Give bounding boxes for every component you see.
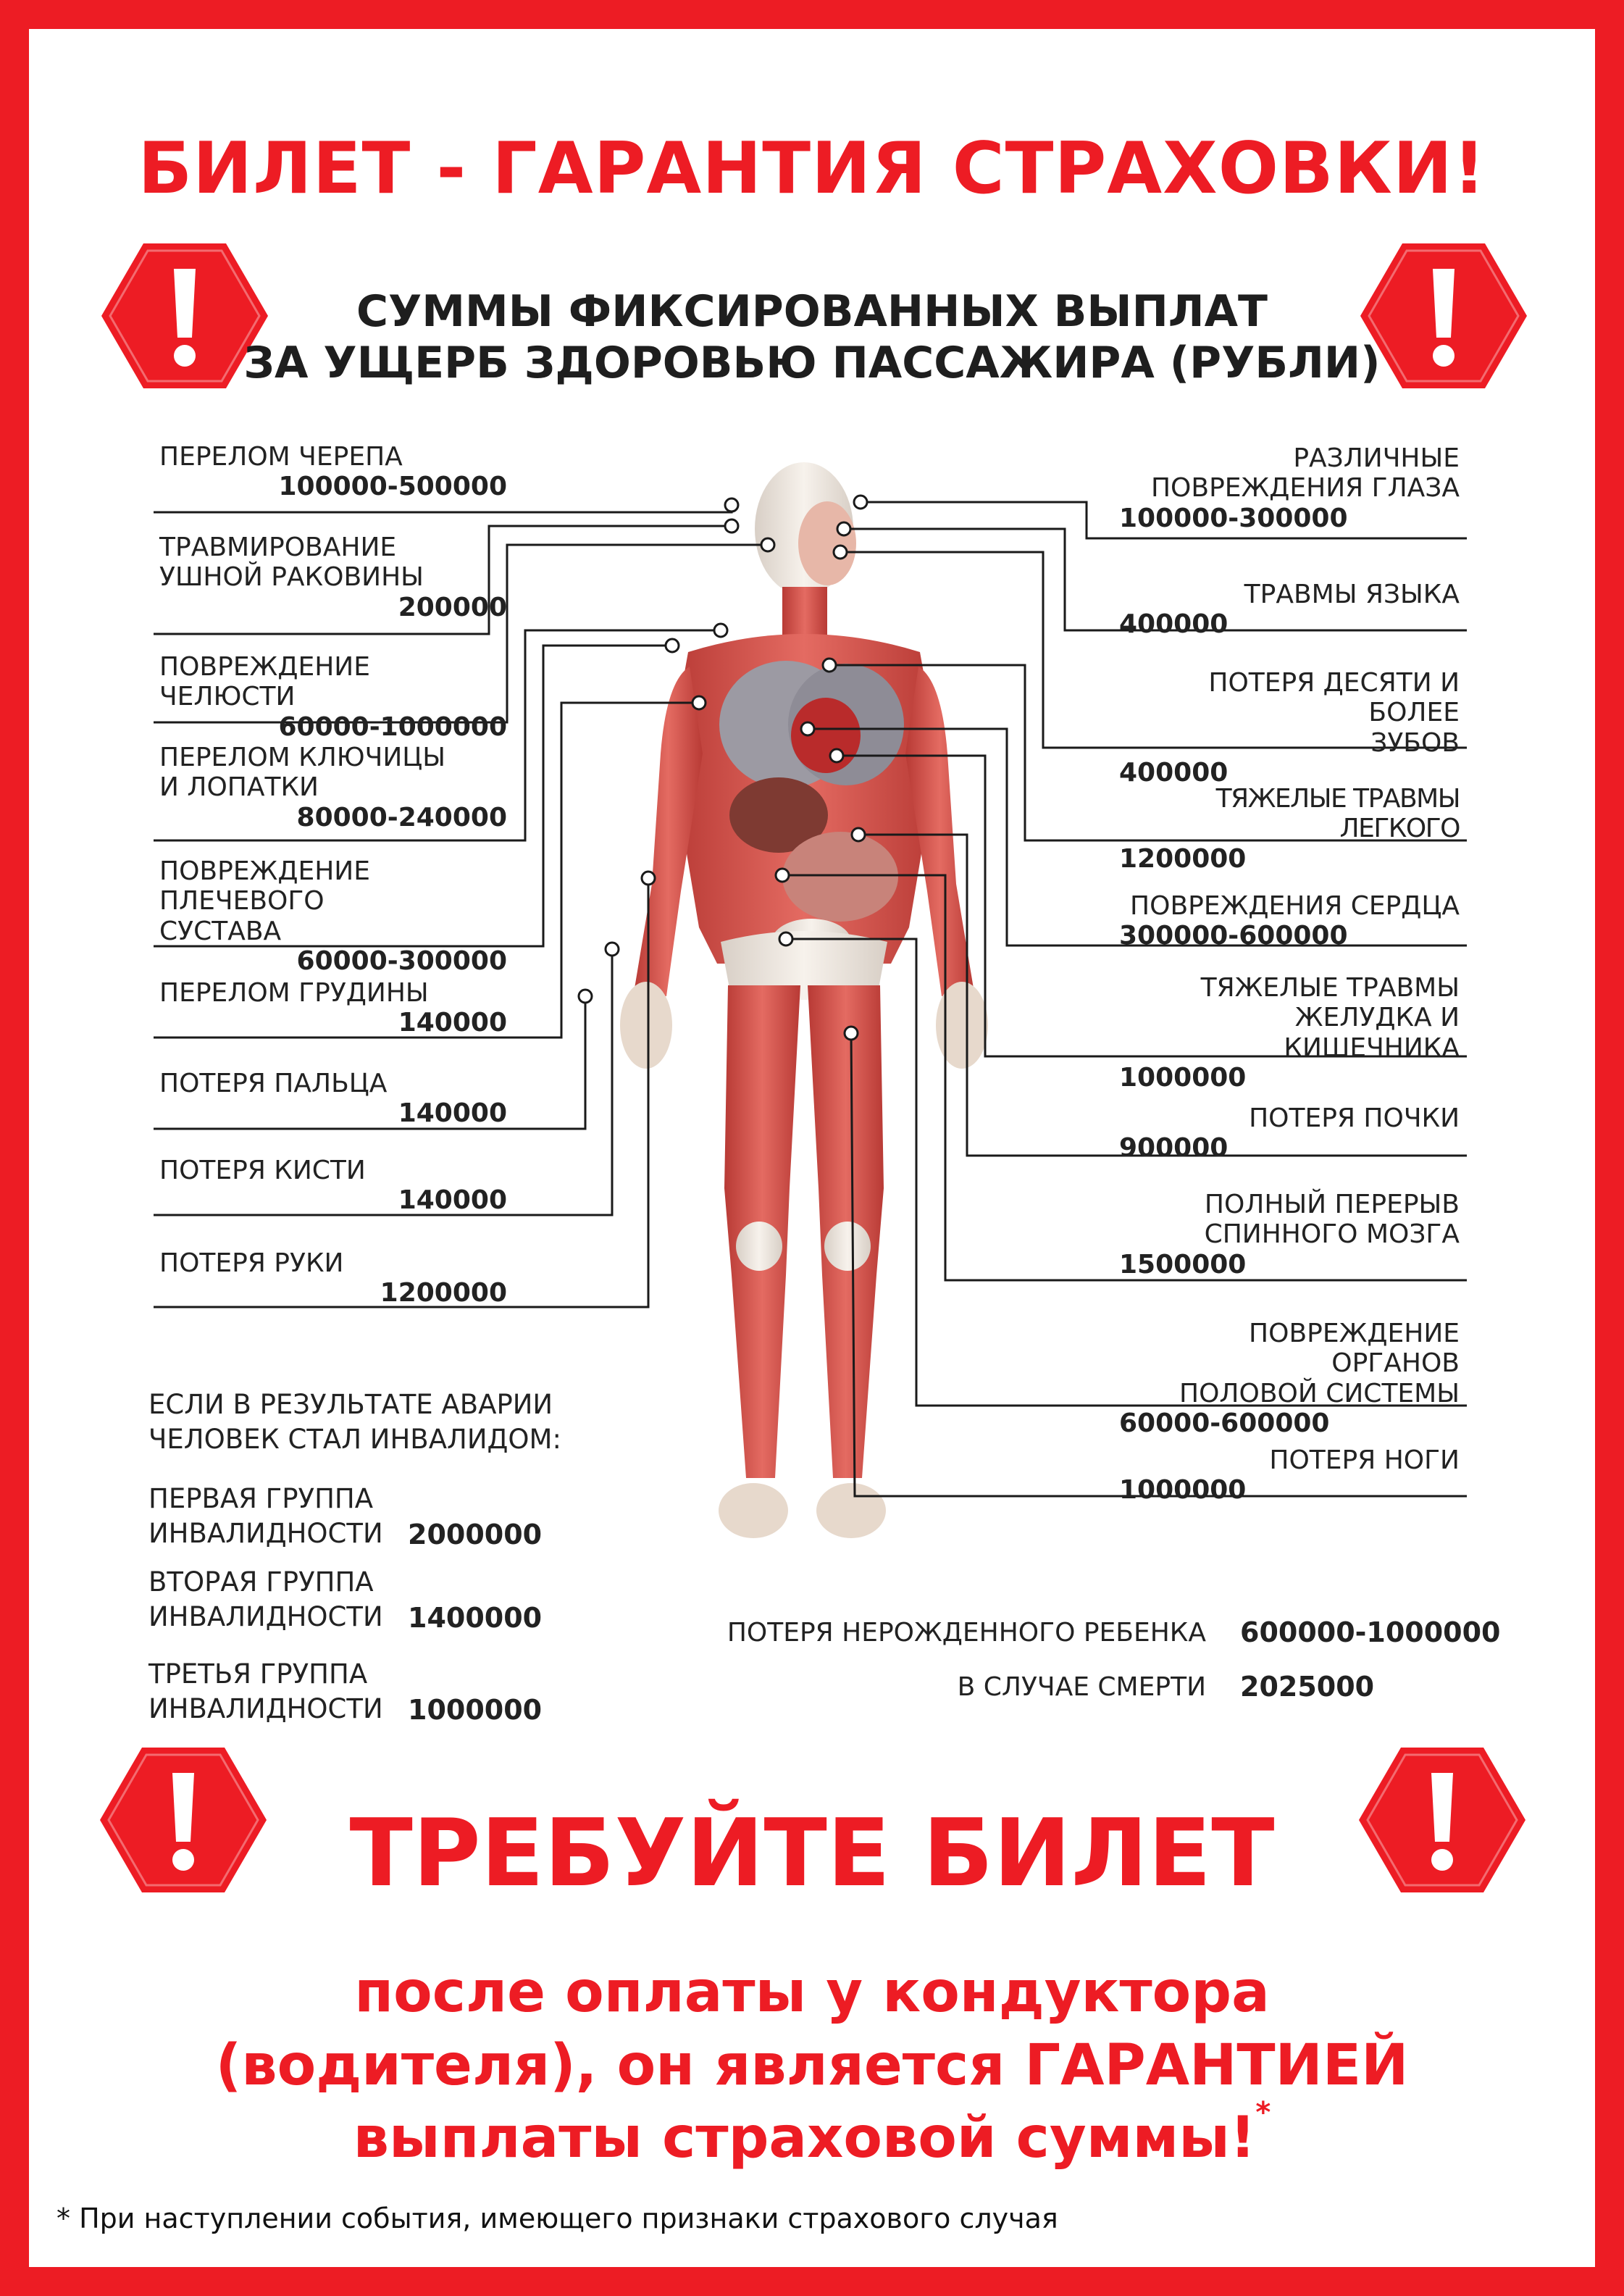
item-heart-damage: ПОВРЕЖДЕНИЯ СЕРДЦА 300000-600000: [1119, 891, 1460, 951]
item-arm-loss: ПОТЕРЯ РУКИ 1200000: [159, 1248, 507, 1308]
item-spinal-cord: ПОЛНЫЙ ПЕРЕРЫВ СПИННОГО МОЗГА 1500000: [1119, 1190, 1460, 1280]
item-leg-loss: ПОТЕРЯ НОГИ 1000000: [1119, 1445, 1460, 1506]
disability-group-1-value: 2000000: [408, 1519, 543, 1550]
item-lung-injury: ТЯЖЕЛЫЕ ТРАВМЫ ЛЕГКОГО 1200000: [1119, 784, 1460, 874]
cta-footnote-mark: *: [1255, 2096, 1271, 2130]
item-teeth-loss: ПОТЕРЯ ДЕСЯТИ И БОЛЕЕ ЗУБОВ 400000: [1119, 668, 1460, 788]
cta-line-1: после оплаты у кондуктора: [354, 1960, 1270, 2025]
item-hand-loss: ПОТЕРЯ КИСТИ 140000: [159, 1156, 507, 1216]
item-eye-damage: РАЗЛИЧНЫЕ ПОВРЕЖДЕНИЯ ГЛАЗА 100000-300000: [1119, 443, 1460, 533]
death-value: 2025000: [1240, 1671, 1375, 1703]
item-jaw-damage: ПОВРЕЖДЕНИЕ ЧЕЛЮСТИ 60000-1000000: [159, 652, 507, 742]
subtitle-line-2: ЗА УЩЕРБ ЗДОРОВЬЮ ПАССАЖИРА (РУБЛИ): [243, 337, 1381, 388]
item-sternum-fracture: ПЕРЕЛОМ ГРУДИНЫ 140000: [159, 978, 507, 1038]
disability-group-1-label: ПЕРВАЯ ГРУППА ИНВАЛИДНОСТИ: [148, 1483, 383, 1550]
unborn-child-value: 600000-1000000: [1240, 1616, 1501, 1648]
disability-group-2-label: ВТОРАЯ ГРУППА ИНВАЛИДНОСТИ: [148, 1566, 383, 1633]
item-tongue-injury: ТРАВМЫ ЯЗЫКА 400000: [1119, 580, 1460, 640]
subtitle-line-1: СУММЫ ФИКСИРОВАННЫХ ВЫПЛАТ: [356, 286, 1268, 337]
item-shoulder-damage: ПОВРЕЖДЕНИЕ ПЛЕЧЕВОГО СУСТАВА 60000-300000: [159, 856, 507, 977]
disability-intro: ЕСЛИ В РЕЗУЛЬТАТЕ АВАРИИ ЧЕЛОВЕК СТАЛ ИНВАЛИДОМ:: [148, 1389, 561, 1456]
disability-group-2-value: 1400000: [408, 1602, 543, 1634]
footnote: * При наступлении события, имеющего признаки страхового случая: [56, 2203, 1058, 2234]
disability-group-3-label: ТРЕТЬЯ ГРУППА ИНВАЛИДНОСТИ: [148, 1658, 383, 1725]
item-kidney-loss: ПОТЕРЯ ПОЧКИ 900000: [1119, 1103, 1460, 1164]
item-clavicle-fracture: ПЕРЕЛОМ КЛЮЧИЦЫ И ЛОПАТКИ 80000-240000: [159, 743, 507, 832]
disability-group-3-value: 1000000: [408, 1694, 543, 1726]
unborn-child-label: ПОТЕРЯ НЕРОЖДЕННОГО РЕБЕНКА: [727, 1618, 1206, 1648]
item-ear-injury: ТРАВМИРОВАНИЕ УШНОЙ РАКОВИНЫ 200000: [159, 533, 507, 622]
page-title: БИЛЕТ - ГАРАНТИЯ СТРАХОВКИ!: [138, 128, 1486, 210]
cta-line-3-wrap: [29, 2096, 1595, 2175]
item-finger-loss: ПОТЕРЯ ПАЛЬЦА 140000: [159, 1069, 507, 1129]
cta-headline: ТРЕБУЙТЕ БИЛЕТ: [349, 1800, 1275, 1908]
cta-line-2: (водителя), он является ГАРАНТИЕЙ: [215, 2032, 1409, 2098]
item-stomach-injury: ТЯЖЕЛЫЕ ТРАВМЫ ЖЕЛУДКА И КИШЕЧНИКА 1000000: [1119, 973, 1460, 1093]
item-skull-fracture: ПЕРЕЛОМ ЧЕРЕПА 100000-500000: [159, 442, 507, 502]
cta-line-3: выплаты страховой суммы!: [353, 2105, 1256, 2171]
cta-text: [29, 1956, 1595, 2175]
death-label: В СЛУЧАЕ СМЕРТИ: [957, 1672, 1206, 1702]
item-reproductive-damage: ПОВРЕЖДЕНИЕ ОРГАНОВ ПОЛОВОЙ СИСТЕМЫ 60000-600000: [1119, 1319, 1460, 1439]
